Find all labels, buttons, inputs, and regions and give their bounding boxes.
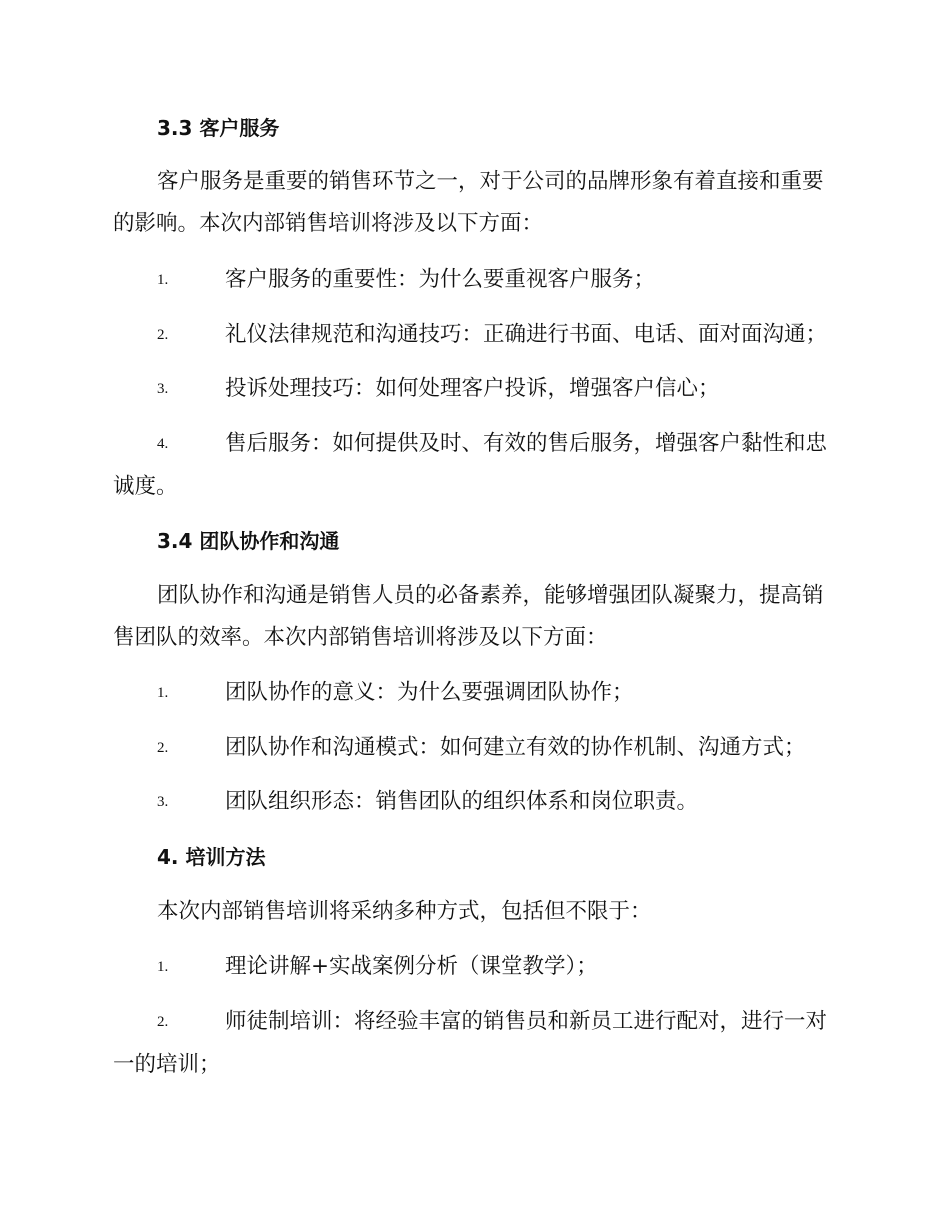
list-item: 礼仪法律规范和沟通技巧：正确进行书面、电话、面对面沟通； <box>225 322 828 347</box>
list-item: 师徒制培训：将经验丰富的销售员和新员工进行配对，进行一对 <box>225 1009 828 1034</box>
list-item: 售后服务：如何提供及时、有效的售后服务，增强客户黏性和忠 <box>225 431 828 456</box>
section-heading: 3.4 团队协作和沟通 <box>157 529 340 553</box>
list-item-continuation: 一的培训； <box>113 1052 221 1077</box>
list-number: 3. <box>157 794 169 810</box>
section-heading: 4. 培训方法 <box>157 845 266 869</box>
section-heading: 3.3 客户服务 <box>157 116 280 140</box>
paragraph-line: 客户服务是重要的销售环节之一，对于公司的品牌形象有着直接和重要 <box>157 169 824 194</box>
list-item: 理论讲解+实战案例分析（课堂教学）； <box>225 954 598 979</box>
list-item: 团队协作和沟通模式：如何建立有效的协作机制、沟通方式； <box>225 735 806 760</box>
list-item: 投诉处理技巧：如何处理客户投诉，增强客户信心； <box>225 376 720 401</box>
list-item: 客户服务的重要性：为什么要重视客户服务； <box>225 267 656 292</box>
list-number: 4. <box>157 436 169 452</box>
list-number: 1. <box>157 272 169 288</box>
list-number: 1. <box>157 959 169 975</box>
list-item: 团队组织形态：销售团队的组织体系和岗位职责。 <box>225 789 699 814</box>
list-number: 1. <box>157 685 169 701</box>
paragraph-line: 团队协作和沟通是销售人员的必备素养，能够增强团队凝聚力，提高销 <box>157 583 824 608</box>
paragraph-line: 的影响。本次内部销售培训将涉及以下方面： <box>113 211 544 236</box>
list-item: 团队协作的意义：为什么要强调团队协作； <box>225 680 634 705</box>
paragraph-line: 本次内部销售培训将采纳多种方式，包括但不限于： <box>157 899 652 924</box>
list-item-continuation: 诚度。 <box>113 474 178 499</box>
list-number: 3. <box>157 381 169 397</box>
list-number: 2. <box>157 740 169 756</box>
list-number: 2. <box>157 1014 169 1030</box>
paragraph-line: 售团队的效率。本次内部销售培训将涉及以下方面： <box>113 625 608 650</box>
list-number: 2. <box>157 327 169 343</box>
